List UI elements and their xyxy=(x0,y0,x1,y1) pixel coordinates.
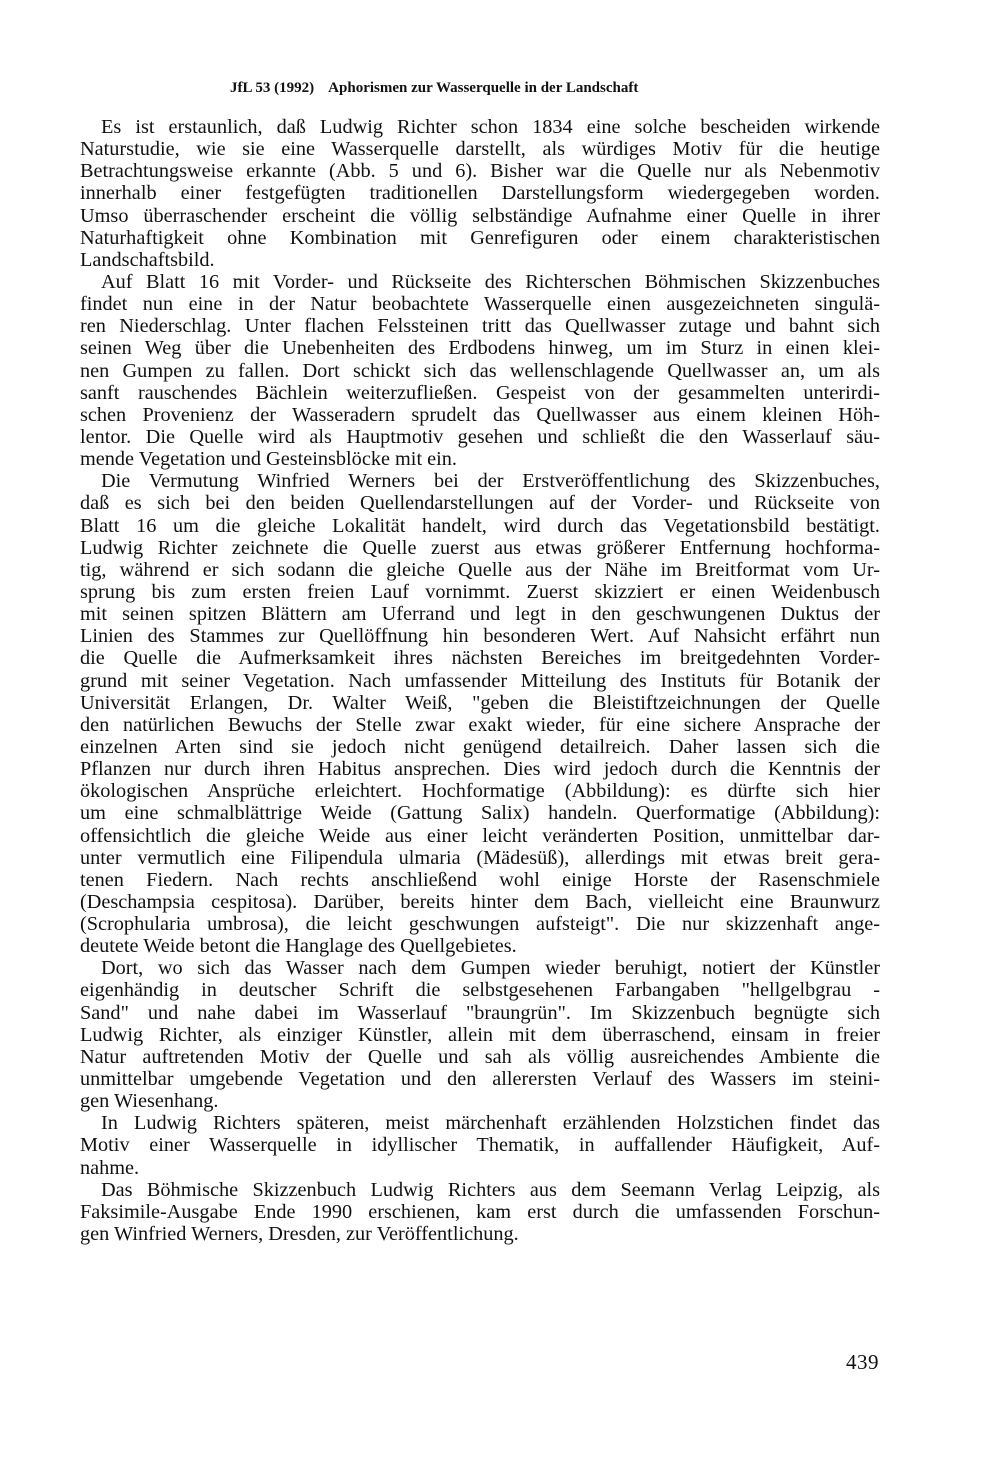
text-line: Faksimile-Ausgabe Ende 1990 erschienen, kam erst durch die umfassenden Forschun- xyxy=(80,1200,880,1223)
body-text xyxy=(80,116,880,1245)
text-line: Natur auftretenden Motiv der Quelle und sah als völlig ausreichendes Ambiente die xyxy=(80,1045,880,1068)
text-line: mende Vegetation und Gesteinsblöcke mit ein. xyxy=(80,448,457,471)
text-line: tig, während er sich sodann die gleiche Quelle aus der Nähe im Breitformat vom Ur- xyxy=(80,558,880,581)
text-line: eigenhändig in deutscher Schrift die selbstgesehenen Farbangaben "hellgelbgrau - xyxy=(80,979,880,1002)
text-line: Sand" und nahe dabei im Wasserlauf "braungrün". Im Skizzenbuch begnügte sich xyxy=(80,1001,880,1024)
text-line: mit seinen spitzen Blättern am Uferrand und legt in den geschwungenen Duktus der xyxy=(80,603,880,626)
text-line: Das Böhmische Skizzenbuch Ludwig Richters aus dem Seemann Verlag Leipzig, als xyxy=(101,1178,880,1201)
text-line: nen Gumpen zu fallen. Dort schickt sich das wellenschlagende Quellwasser an, um als xyxy=(80,359,880,382)
journal-reference: JfL 53 (1992) xyxy=(230,80,315,96)
text-line: Motiv einer Wasserquelle in idyllischer Thematik, in auffallender Häufigkeit, Auf- xyxy=(80,1134,880,1157)
text-line: einzelnen Arten sind sie jedoch nicht genügend detailreich. Daher lassen sich die xyxy=(80,735,880,758)
text-line: daß es sich bei den beiden Quellendarstellungen auf der Vorder- und Rückseite von xyxy=(80,492,880,515)
text-line: Dort, wo sich das Wasser nach dem Gumpen wieder beruhigt, notiert der Künstler xyxy=(101,957,880,980)
text-line: Auf Blatt 16 mit Vorder- und Rückseite des Richterschen Böhmischen Skizzenbuches xyxy=(101,270,880,293)
text-line: gen Wiesenhang. xyxy=(80,1090,219,1113)
text-line: lentor. Die Quelle wird als Hauptmotiv gesehen und schließt die den Wasserlauf säu- xyxy=(80,425,880,448)
text-line: Betrachtungsweise erkannte (Abb. 5 und 6). Bisher war die Quelle nur als Nebenmotiv xyxy=(80,160,880,183)
text-line: Ludwig Richter, als einziger Künstler, allein mit dem überraschend, einsam in freier xyxy=(80,1023,880,1046)
text-line: Umso überraschender erscheint die völlig selbständige Aufnahme einer Quelle in ihrer xyxy=(80,204,880,227)
text-line: Landschaftsbild. xyxy=(80,248,215,271)
text-line: Die Vermutung Winfried Werners bei der Erstveröffentlichung des Skizzenbuches, xyxy=(101,470,880,493)
text-line: Naturstudie, wie sie eine Wasserquelle darstellt, als würdiges Motiv für die heutige xyxy=(80,138,880,161)
text-line: Es ist erstaunlich, daß Ludwig Richter schon 1834 eine solche bescheiden wirkende xyxy=(101,116,880,138)
text-line: den natürlichen Bewuchs der Stelle zwar exakt wieder, für eine sichere Ansprache der xyxy=(80,713,880,736)
running-title: Aphorismen zur Wasserquelle in der Landschaft xyxy=(328,80,639,96)
text-line: deutete Weide betont die Hanglage des Quellgebietes. xyxy=(80,935,517,958)
text-line: um eine schmalblättrige Weide (Gattung Salix) handeln. Querformatige (Abbildung): xyxy=(80,802,880,825)
text-line: (Scrophularia umbrosa), die leicht geschwungen aufsteigt". Die nur skizzenhaft ange- xyxy=(80,913,880,936)
page-number: 439 xyxy=(846,1350,879,1374)
text-line: sprung bis zum ersten freien Lauf vornimmt. Zuerst skizziert er einen Weidenbusch xyxy=(80,580,880,603)
text-line: Blatt 16 um die gleiche Lokalität handelt, wird durch das Vegetationsbild bestätigt. xyxy=(80,514,880,537)
text-line: findet nun eine in der Natur beobachtete Wasserquelle einen ausgezeichneten singulä- xyxy=(80,293,880,316)
text-line: ökologischen Ansprüche erleichtert. Hochformatige (Abbildung): es dürfte sich hier xyxy=(80,780,880,803)
text-line: Universität Erlangen, Dr. Walter Weiß, "geben die Bleistiftzeichnungen der Quelle xyxy=(80,691,880,714)
text-line: nahme. xyxy=(80,1156,140,1179)
text-line: tenen Fiedern. Nach rechts anschließend wohl einige Horste der Rasenschmiele xyxy=(80,868,880,891)
text-line: grund mit seiner Vegetation. Nach umfassender Mitteilung des Instituts für Botanik der xyxy=(80,669,880,692)
text-line: unter vermutlich eine Filipendula ulmaria (Mädesüß), allerdings mit etwas breit gera- xyxy=(80,846,880,869)
text-line: Pflanzen nur durch ihren Habitus ansprechen. Dies wird jedoch durch die Kenntnis der xyxy=(80,758,880,781)
running-header xyxy=(230,80,830,97)
text-line: innerhalb einer festgefügten traditionellen Darstellungsform wiedergegeben worden. xyxy=(80,182,880,205)
text-line: (Deschampsia cespitosa). Darüber, bereits hinter dem Bach, vielleicht eine Braunwurz xyxy=(80,890,880,913)
text-line: In Ludwig Richters späteren, meist märchenhaft erzählenden Holzstichen findet das xyxy=(101,1112,880,1135)
text-line: seinen Weg über die Unebenheiten des Erdbodens hinweg, um im Sturz in einen klei- xyxy=(80,337,880,360)
text-line: gen Winfried Werners, Dresden, zur Veröffentlichung. xyxy=(80,1223,519,1246)
text-line: unmittelbar umgebende Vegetation und den allerersten Verlauf des Wassers im steini- xyxy=(80,1068,880,1091)
text-line: die Quelle die Aufmerksamkeit ihres nächsten Bereiches im breitgedehnten Vorder- xyxy=(80,647,880,670)
text-line: Naturhaftigkeit ohne Kombination mit Genrefiguren oder einem charakteristischen xyxy=(80,226,880,249)
text-line: Linien des Stammes zur Quellöffnung hin besonderen Wert. Auf Nahsicht erfährt nun xyxy=(80,625,880,648)
text-line: ren Niederschlag. Unter flachen Felssteinen tritt das Quellwasser zutage und bahnt sich xyxy=(80,315,880,338)
text-line: sanft rauschendes Bächlein weiterzufließen. Gespeist von der gesammelten unterirdi- xyxy=(80,381,880,404)
text-line: schen Provenienz der Wasseradern sprudelt das Quellwasser aus einem kleinen Höh- xyxy=(80,403,880,426)
text-line: offensichtlich die gleiche Weide aus einer leicht veränderten Position, unmittelbar dar- xyxy=(80,824,880,847)
text-line: Ludwig Richter zeichnete die Quelle zuerst aus etwas größerer Entfernung hochforma- xyxy=(80,536,880,559)
